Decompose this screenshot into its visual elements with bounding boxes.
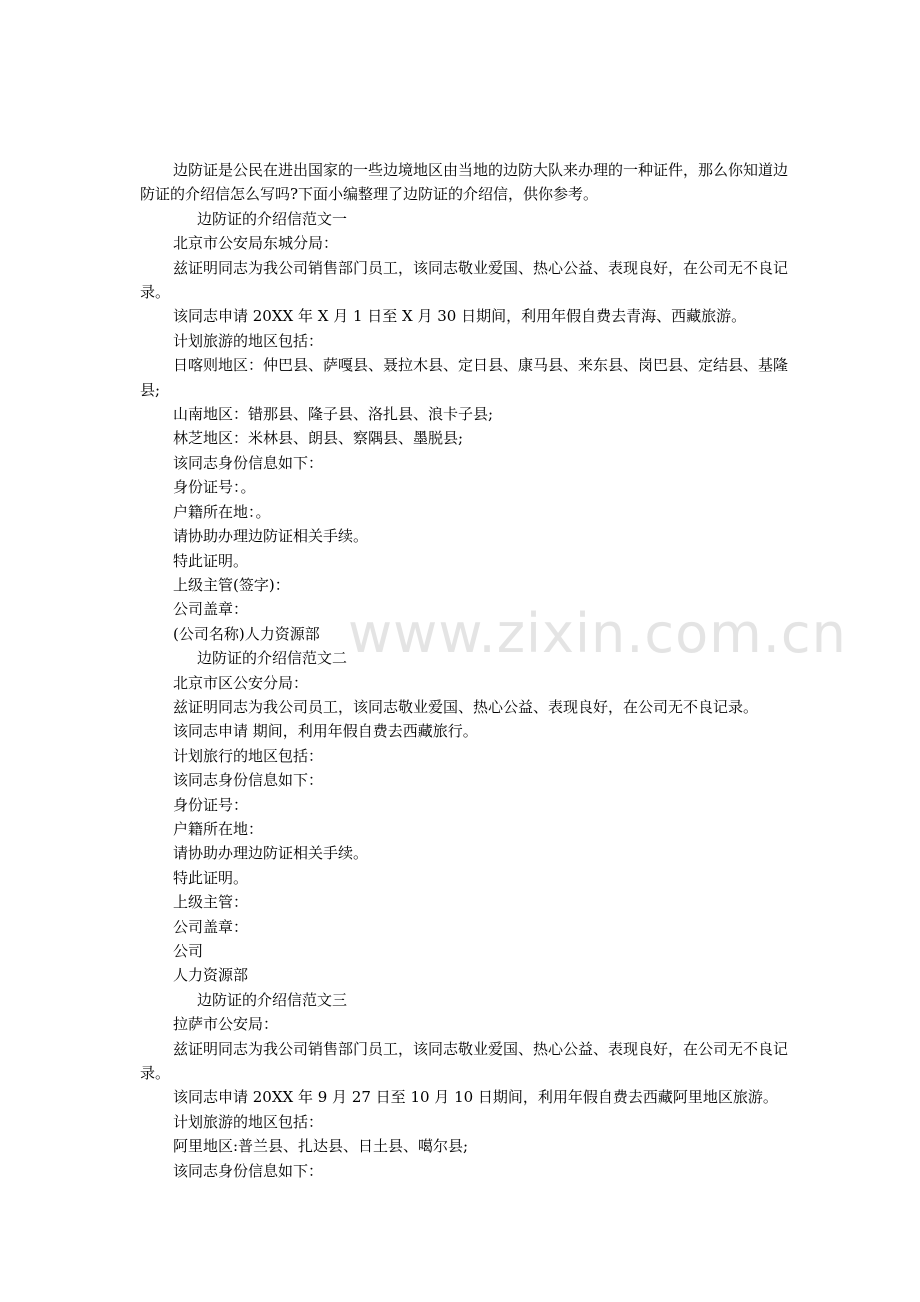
paragraph: 公司盖章： [173, 917, 249, 936]
section-heading: 边防证的介绍信范文二 [197, 649, 348, 668]
paragraph: 北京市区公安分局： [173, 673, 309, 692]
paragraph: 上级主管(签字)： [173, 575, 290, 594]
paragraph: 请协助办理边防证相关手续。 [173, 844, 369, 863]
paragraph: 阿里地区:普兰县、扎达县、日土县、噶尔县; [173, 1137, 469, 1156]
paragraph: 计划旅游的地区包括： [173, 1112, 324, 1131]
paragraph: 该同志身份信息如下： [173, 771, 324, 790]
paragraph: 上级主管： [173, 893, 249, 912]
paragraph: 拉萨市公安局： [173, 1015, 279, 1034]
paragraph: 林芝地区：米林县、朗县、察隅县、墨脱县; [173, 429, 464, 448]
paragraph: 该同志身份信息如下： [173, 1161, 324, 1180]
paragraph: 身份证号： [173, 795, 249, 814]
paragraph: 公司 [173, 942, 204, 960]
paragraph: 该同志身份信息如下： [173, 453, 324, 472]
paragraph: 日喀则地区：仲巴县、萨嘎县、聂拉木县、定日县、康马县、来东县、岗巴县、定结县、基隆县; [140, 356, 789, 399]
paragraph: 该同志申请 20XX 年 9 月 27 日至 10 月 10 日期间，利用年假自费去西藏阿里地区旅游。 [173, 1088, 778, 1107]
section-heading: 边防证的介绍信范文一 [197, 209, 348, 228]
paragraph: 山南地区：错那县、隆子县、洛扎县、浪卡子县; [173, 405, 494, 424]
paragraph: 户籍所在地： [173, 819, 264, 838]
paragraph: (公司名称)人力资源部 [173, 624, 320, 643]
paragraph: 人力资源部 [173, 966, 249, 985]
paragraph: 边防证是公民在进出国家的一些边境地区由当地的边防大队来办理的一种证件，那么你知道边防证的介绍信怎么写吗?下面小编整理了边防证的介绍信，供你参考。 [140, 161, 789, 204]
paragraph: 请协助办理边防证相关手续。 [173, 527, 369, 546]
paragraph: 该同志申请 期间，利用年假自费去西藏旅行。 [173, 722, 478, 741]
paragraph: 兹证明同志为我公司销售部门员工，该同志敬业爱国、热心公益、表现良好，在公司无不良记录。 [140, 1039, 789, 1083]
paragraph: 公司盖章： [173, 600, 249, 619]
paragraph: 兹证明同志为我公司员工，该同志敬业爱国、热心公益、表现良好，在公司无不良记录。 [173, 697, 759, 716]
paragraph: 身份证号：。 [173, 478, 256, 497]
paragraph: 户籍所在地：。 [173, 502, 271, 521]
paragraph: 特此证明。 [173, 551, 249, 570]
paragraph: 兹证明同志为我公司销售部门员工，该同志敬业爱国、热心公益、表现良好，在公司无不良记录。 [140, 258, 789, 302]
paragraph: 该同志申请 20XX 年 X 月 1 日至 X 月 30 日期间，利用年假自费去青海、西藏旅游。 [173, 307, 747, 326]
paragraph: 计划旅游的地区包括： [173, 331, 324, 350]
section-heading: 边防证的介绍信范文三 [197, 990, 348, 1009]
watermark: www.zixin.com.cn [348, 602, 847, 665]
paragraph: 北京市公安局东城分局： [173, 234, 339, 253]
document-page [140, 158, 800, 1183]
paragraph: 计划旅行的地区包括： [173, 746, 324, 765]
paragraph: 特此证明。 [173, 868, 249, 887]
